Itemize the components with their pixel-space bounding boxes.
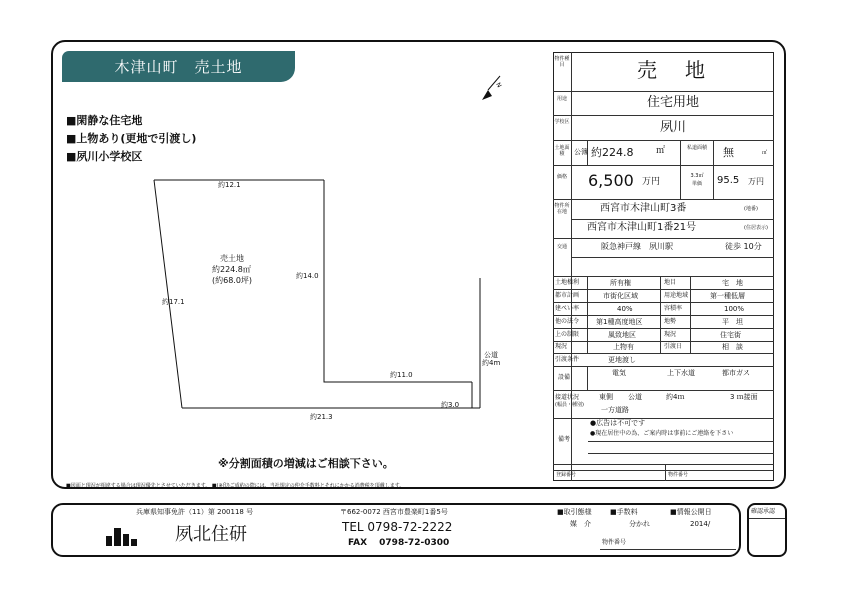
facility-water: 上下水道	[667, 369, 695, 377]
use-value: 住宅用地	[646, 95, 699, 110]
unit-price-label-2: 単価	[691, 181, 702, 187]
facility-label: 設備	[558, 374, 571, 381]
row-v1-5: 上物有	[613, 343, 634, 351]
dim-mid: 約14.0	[296, 272, 319, 280]
deal-type-label: ■取引態様	[557, 508, 592, 516]
area-value: 約224.8	[591, 146, 634, 159]
remarks-label: 備考	[558, 436, 571, 443]
row-v2-5: 相 談	[722, 343, 743, 351]
address-lot-note: (地番)	[744, 206, 758, 212]
lot-label: 売土地	[220, 254, 244, 263]
road-frontage: 3 ｍ接面	[730, 393, 758, 401]
address-house-note: (住居表示)	[744, 225, 768, 231]
feature-school-district: ■夙川小学校区	[66, 150, 143, 163]
row-k1-3: 他の法令	[555, 318, 580, 325]
lot-area-tsubo: (約68.0坪)	[212, 276, 253, 285]
approval-stamp-label: 確認承認	[751, 508, 776, 515]
facility-electric: 電気	[612, 369, 626, 377]
unit-price-label-1: 3.3㎡	[690, 173, 704, 179]
property-no-label: 物件番号	[668, 472, 689, 478]
condition-label: 引渡条件	[555, 356, 580, 363]
remark-ad: ●広告は不可です	[590, 419, 646, 427]
info-date-value: 2014/	[690, 520, 711, 528]
row-k2-2: 容積率	[664, 305, 683, 312]
location-label: 物件所在地	[554, 203, 570, 215]
lot-map	[140, 170, 520, 430]
price-value: 6,500	[588, 171, 634, 190]
license-number: 兵庫県知事免許（11）第 200118 号	[136, 508, 254, 516]
remark-occupied: ●現在居住中の為、ご案内時は事前にご連絡を下さい	[590, 430, 734, 437]
unit-price-unit: 万円	[748, 177, 764, 186]
row-k1-4: 上の制限	[555, 331, 580, 338]
row-v1-0: 所有権	[610, 279, 631, 287]
private-road-label: 私道面積	[686, 145, 707, 151]
row-k1-0: 土地権利	[555, 279, 580, 286]
row-v2-3: 平 坦	[722, 318, 743, 326]
dim-bottom: 約21.3	[310, 413, 333, 421]
row-k2-0: 地目	[664, 279, 677, 286]
station: 阪急神戸線 夙川駅	[601, 242, 673, 251]
address-house: 西宮市木津山町1番21号	[587, 222, 697, 233]
use-label: 用途	[556, 96, 567, 102]
type-value: 売 地	[637, 58, 709, 82]
dim-corner: 約3.0	[441, 401, 460, 409]
row-v2-0: 宅 地	[722, 279, 743, 287]
info-date-label: ■情報公開日	[670, 508, 712, 516]
row-v1-2: 40%	[617, 305, 633, 313]
facility-gas: 都市ガス	[722, 369, 750, 377]
type-label: 物件種目	[554, 56, 570, 68]
info-panel	[553, 52, 774, 481]
road-status-label: 接道状況	[555, 394, 580, 401]
registration-no-label: 登録番号	[556, 472, 577, 478]
area-label: 土地面積	[554, 145, 570, 157]
school-value: 夙川	[659, 120, 686, 135]
company-fax: FAX 0798-72-0300	[348, 538, 450, 548]
split-area-note: ※分割面積の増減はご相談下さい。	[218, 457, 394, 470]
row-v2-2: 100%	[724, 305, 745, 313]
feature-building-present: ■上物あり(更地で引渡し)	[66, 132, 197, 145]
fee-label: ■手数料	[610, 508, 638, 516]
area-prefix: 公簿	[574, 148, 588, 156]
north-label: N	[494, 81, 503, 89]
company-logo-icon	[106, 526, 138, 546]
fee-value: 分かれ	[629, 520, 650, 528]
road-status-label-2: (幅員・種別)	[555, 402, 584, 408]
company-name: 夙北住研	[175, 524, 247, 545]
lot-right-edge	[324, 180, 472, 382]
price-unit: 万円	[642, 177, 661, 187]
row-v2-1: 第一種低層	[710, 292, 745, 300]
road-width: 約4m	[482, 359, 501, 367]
deal-type-value: 媒 介	[570, 520, 591, 528]
feature-quiet-area: ■閑静な住宅地	[66, 114, 143, 127]
company-address: 〒662-0072 西宮市豊楽町1番5号	[340, 508, 448, 516]
row-k1-1: 都市計画	[555, 292, 580, 299]
row-k2-4: 現況	[664, 331, 677, 338]
row-k1-5: 現況	[555, 343, 568, 350]
road-width-value: 約4ｍ	[666, 393, 685, 401]
address-lot: 西宮市木津山町3番	[600, 203, 687, 214]
condition-value: 更地渡し	[608, 356, 636, 364]
walk-time: 徒歩 10分	[725, 242, 762, 251]
row-k2-5: 引渡日	[664, 343, 683, 350]
transport-label: 交通	[556, 244, 567, 250]
road-type: 公道	[628, 393, 642, 401]
row-k2-3: 地勢	[664, 318, 677, 325]
road-label: 公道	[484, 351, 498, 359]
school-label: 学校区	[554, 119, 570, 125]
row-v1-3: 第1種高度地区	[596, 318, 643, 326]
lot-left-edge	[154, 180, 182, 408]
page-title: 木津山町 売土地	[62, 51, 295, 82]
area-unit: ㎡	[656, 146, 666, 156]
lot-area-sqm: 約224.8㎡	[212, 265, 251, 274]
dim-left: 約17.1	[162, 298, 185, 306]
company-tel: TEL 0798-72-2222	[342, 520, 453, 534]
dim-top: 約12.1	[218, 181, 241, 189]
row-k1-2: 建ぺい率	[555, 305, 580, 312]
road-direction: 東側	[599, 393, 613, 401]
row-v2-4: 住宅街	[720, 331, 741, 339]
disclaimer: ■図面と現況が相違する場合は現況優先とさせていただきます。 ■(※印)ご成約の際には、当社規定の仲介手数料とそれにかかる消費税を頂戴します。	[66, 483, 405, 489]
north-arrow-icon	[478, 70, 508, 108]
row-v1-4: 風致地区	[608, 331, 636, 339]
footer-property-no-label: 物件番号	[602, 539, 627, 546]
private-road-value: 無	[723, 146, 734, 159]
unit-price-value: 95.5	[717, 175, 740, 186]
label-column-line	[571, 52, 572, 481]
price-label: 価格	[556, 174, 567, 180]
row-k2-1: 用途地域	[664, 292, 689, 299]
road-note: 一方道路	[601, 406, 629, 414]
dim-inner: 約11.0	[390, 371, 413, 379]
row-v1-1: 市街化区域	[603, 292, 638, 300]
private-road-unit: ㎡	[762, 150, 768, 156]
